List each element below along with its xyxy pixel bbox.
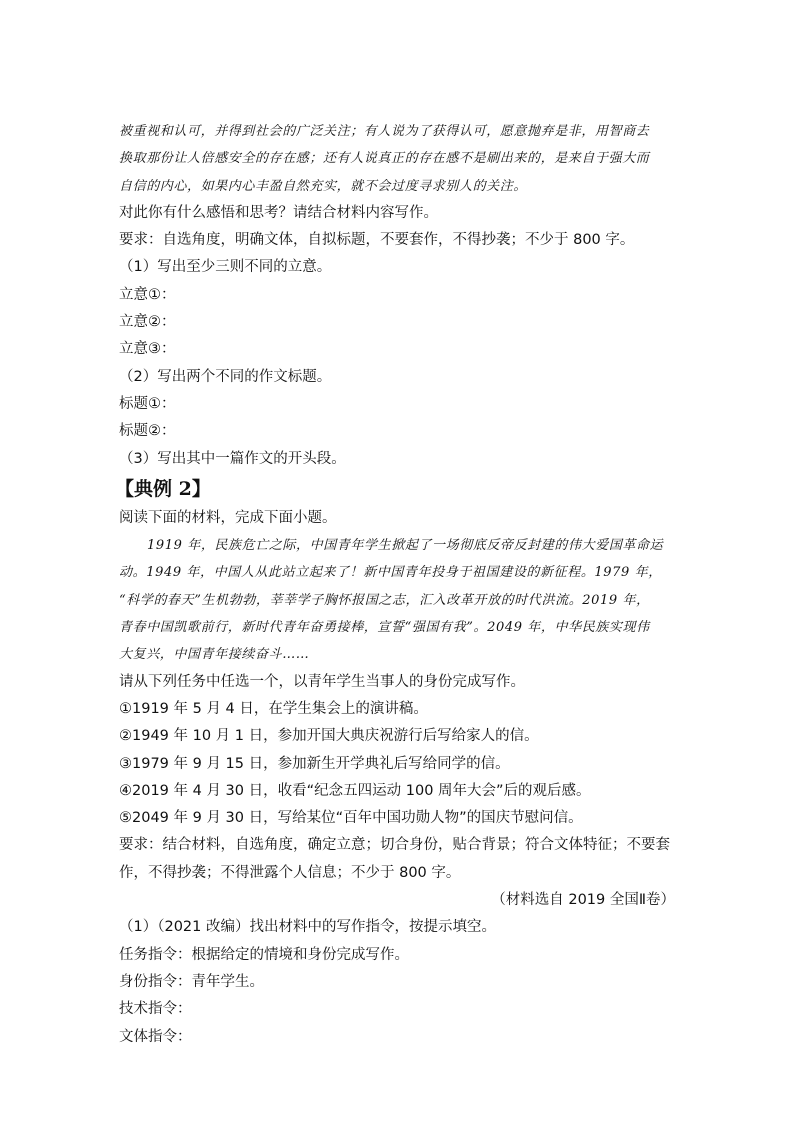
page-content bbox=[115, 118, 675, 1051]
task-option: ③1979 年 9 月 15 日，参加新生开学典礼后写给同学的信。 bbox=[119, 755, 510, 772]
task-option: ④2019 年 4 月 30 日，收看“纪念五四运动 100 周年大会”后的观后感。 bbox=[119, 782, 591, 799]
task-option: ②1949 年 10 月 1 日，参加开国大典庆祝游行后写给家人的信。 bbox=[119, 728, 539, 745]
material-line: 1919 年，民族危亡之际，中国青年学生掀起了一场彻底反帝反封建的伟大爱国革命运 bbox=[147, 538, 664, 554]
task-option: ⑤2049 年 9 月 30 日，写给某位“百年中国功勋人物”的国庆节慰问信。 bbox=[119, 810, 583, 827]
sub-question: （1）（2021 改编）找出材料中的写作指令，按提示填空。 bbox=[119, 919, 496, 936]
material-line: 换取那份让人倍感安全的存在感；还有人说真正的存在感不是刷出来的，是来自于强大而 bbox=[119, 151, 650, 167]
idea-2-blank: 立意②： bbox=[119, 314, 176, 331]
material-line: 动。1949 年，中国人从此站立起来了！新中国青年投身于祖国建设的新征程。1979 年， bbox=[119, 565, 662, 581]
task-1: （1）写出至少三则不同的立意。 bbox=[119, 259, 332, 276]
material-line: 大复兴，中国青年接续奋斗…… bbox=[119, 647, 310, 663]
requirement-line: 要求：结合材料，自选角度，确定立意；切合身份，贴合背景；符合文体特征；不要套 bbox=[119, 837, 670, 854]
task-2: （2）写出两个不同的作文标题。 bbox=[119, 368, 332, 385]
requirement-line: 作，不得抄袭；不得泄露个人信息；不少于 800 字。 bbox=[119, 864, 461, 881]
idea-3-blank: 立意③： bbox=[119, 341, 176, 358]
title-1-blank: 标题①： bbox=[119, 395, 176, 412]
idea-1-blank: 立意①： bbox=[119, 286, 176, 303]
identity-instruction-answer: 身份指令：青年学生。 bbox=[119, 973, 264, 990]
material-line: “科学的春天”生机勃勃，莘莘学子胸怀报国之志，汇入改革开放的时代洪流。2019 年， bbox=[119, 592, 650, 608]
material-line: 被重视和认可，并得到社会的广泛关注；有人说为了获得认可，愿意抛弃是非，用智商去 bbox=[119, 124, 650, 139]
task-option: ①1919 年 5 月 4 日，在学生集会上的演讲稿。 bbox=[119, 700, 428, 717]
material-source: （材料选自 2019 全国Ⅱ卷） bbox=[491, 892, 675, 909]
material-line: 青春中国凯歌前行，新时代青年奋勇接棒，宣誓“强国有我”。2049 年，中华民族实现伟 bbox=[119, 620, 650, 636]
reading-intro: 阅读下面的材料，完成下面小题。 bbox=[119, 509, 337, 526]
genre-instruction-blank: 文体指令： bbox=[119, 1028, 192, 1045]
example-heading: 【典例 2】 bbox=[115, 477, 211, 500]
material-line: 自信的内心，如果内心丰盈自然充实，就不会过度寻求别人的关注。 bbox=[119, 178, 528, 194]
task-instruction-intro: 请从下列任务中任选一个，以青年学生当事人的身份完成写作。 bbox=[119, 673, 525, 690]
writing-prompt: 对此你有什么感悟和思考？请结合材料内容写作。 bbox=[119, 204, 438, 221]
technique-instruction-blank: 技术指令： bbox=[119, 1001, 192, 1018]
task-3: （3）写出其中一篇作文的开头段。 bbox=[119, 450, 346, 467]
title-2-blank: 标题②： bbox=[119, 423, 176, 440]
task-instruction-answer: 任务指令：根据给定的情境和身份完成写作。 bbox=[119, 946, 409, 963]
writing-requirement: 要求：自选角度，明确文体，自拟标题，不要套作，不得抄袭；不少于 800 字。 bbox=[119, 232, 635, 249]
